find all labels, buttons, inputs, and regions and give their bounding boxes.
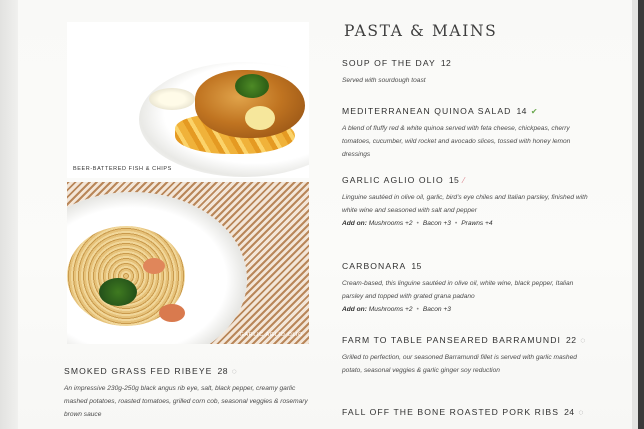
item-name-text: MEDITERRANEAN QUINOA SALAD [342, 106, 512, 116]
item-name-text: GARLIC AGLIO OLIO [342, 175, 444, 185]
item-name [342, 407, 592, 417]
section-title: PASTA & MAINS [344, 22, 498, 40]
addon-option: Bacon +3 [422, 306, 451, 313]
frame-left-edge [0, 0, 18, 429]
item-name-text: SMOKED GRASS FED RIBEYE [64, 366, 213, 376]
item-name [342, 175, 592, 185]
photo-caption-bottom: GARLIC AGLIO OLIO [239, 332, 303, 338]
addon-option: Mushrooms +2 [368, 306, 413, 313]
item-price: 22 [566, 335, 577, 345]
menu-page [18, 0, 632, 429]
menu-item [342, 175, 592, 230]
menu-item [342, 261, 592, 316]
item-name-text: FARM TO TABLE PANSEARED BARRAMUNDI [342, 335, 562, 345]
addon-option: Bacon +3 [422, 220, 451, 227]
addon-list [342, 217, 592, 230]
item-description: A blend of fluffy red & white quinoa served with feta cheese, chickpeas, cherry tomatoes, cucumber, wild rocket and avocado slices, tossed with honey lemon dressings [342, 125, 571, 158]
addon-label: Add on: [342, 306, 367, 313]
sauce-image [149, 88, 195, 110]
fish-and-chips-photo [67, 22, 309, 178]
prawn-image [159, 304, 185, 322]
item-name [64, 366, 314, 376]
item-description: Served with sourdough toast [342, 77, 426, 84]
item-name-text: CARBONARA [342, 261, 407, 271]
menu-item [64, 366, 314, 421]
gluten-free-icon: ◌ [231, 367, 238, 376]
item-price: 15 [448, 175, 460, 185]
item-name [342, 106, 592, 116]
addon-option: Prawns +4 [461, 220, 493, 227]
addon-option: Mushrooms +2 [368, 220, 413, 227]
separator-dot: • [416, 220, 419, 227]
item-price: 28 [217, 366, 228, 376]
item-description: Linguine sautéed in olive oil, garlic, bird's eye chiles and Italian parsley, finished with white wine and seasoned with salt and pepper [342, 194, 588, 214]
item-description: An impressive 230g-250g black angus rib eye, salt, black pepper, creamy garlic mashed potatoes, roasted tomatoes, grilled corn cob, seasonal veggies & rosemary brown sauce [64, 385, 308, 418]
menu-item [342, 407, 592, 417]
photo-caption-top: BEER-BATTERED FISH & CHIPS [73, 166, 172, 172]
separator-dot: • [454, 220, 458, 227]
menu-item [342, 58, 592, 87]
addon-list [342, 303, 592, 316]
menu-item [342, 335, 592, 377]
aglio-olio-photo [67, 182, 309, 344]
item-price: 12 [440, 58, 452, 68]
item-description: Grilled to perfection, our seasoned Barramundi fillet is served with garlic mashed potato, seasonal veggies & garlic ginger soy reduction [342, 354, 577, 374]
gluten-free-icon: ◌ [580, 336, 587, 345]
addon-label: Add on: [342, 220, 367, 227]
menu-item [342, 106, 592, 161]
item-description: Cream-based, this linguine sautéed in olive oil, white wine, black pepper, Italian parsley and topped with grated grana padano [342, 280, 574, 300]
item-name-text: SOUP OF THE DAY [342, 58, 436, 68]
prawn-image [143, 258, 165, 274]
item-name-text: FALL OFF THE BONE ROASTED PORK RIBS [342, 407, 560, 417]
leaf-icon: ✔ [530, 107, 539, 116]
lemon-image [245, 106, 275, 130]
gluten-free-icon: ◌ [578, 408, 585, 417]
item-name [342, 58, 592, 68]
item-price: 15 [411, 261, 422, 271]
parsley-image [235, 74, 269, 98]
parsley-image [99, 278, 137, 306]
chili-icon: ⁄ [463, 176, 466, 185]
frame-right-border [638, 0, 644, 429]
separator-dot: • [416, 306, 419, 313]
item-name [342, 261, 592, 271]
item-price: 14 [516, 106, 527, 116]
item-price: 24 [564, 407, 575, 417]
item-name [342, 335, 592, 345]
